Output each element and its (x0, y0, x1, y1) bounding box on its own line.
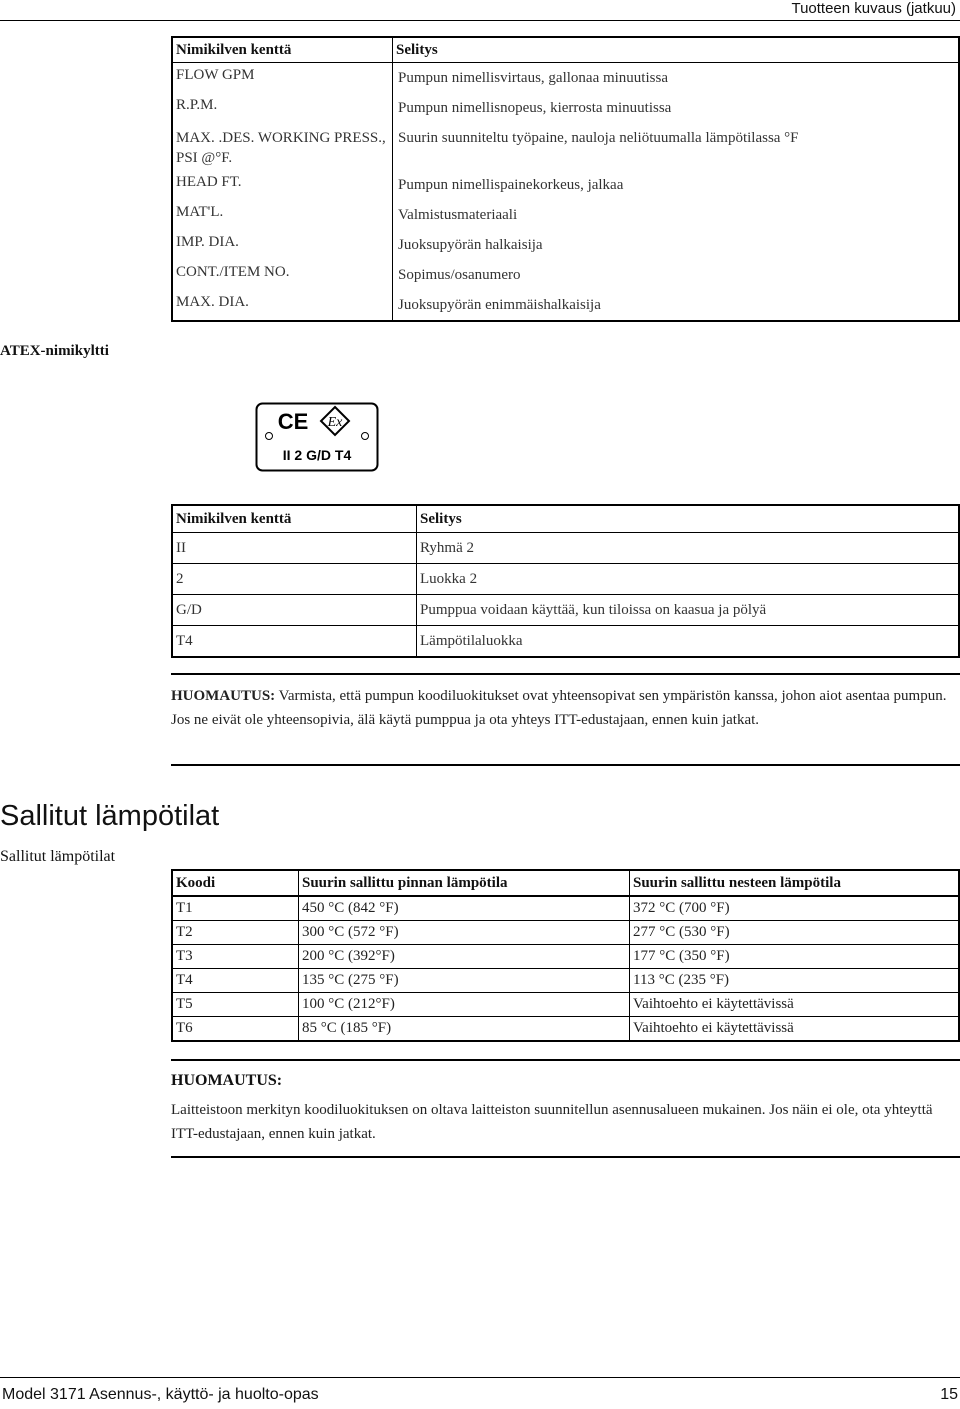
table-row (172, 896, 959, 921)
table-row (172, 1017, 959, 1042)
temp-col-liquid-header: Suurin sallittu nesteen lämpötila (630, 870, 960, 896)
atex-field: II (172, 533, 417, 564)
svg-text:Ex: Ex (327, 415, 343, 430)
table-row (172, 63, 959, 94)
ce-mark-icon: CE (277, 409, 309, 434)
atex-nameplate-image (255, 402, 379, 472)
temp-code: T6 (172, 1017, 299, 1042)
nameplate-desc: Valmistusmateriaali (398, 207, 518, 223)
table-row (172, 626, 959, 658)
atex-note (171, 684, 960, 732)
table-row (172, 170, 959, 200)
temp-liquid: 277 °C (530 °F) (630, 921, 960, 945)
table-row (172, 564, 959, 595)
nameplate-desc: Pumpun nimellisnopeus, kierrosta minuutissa (398, 100, 672, 116)
note-top-rule (171, 673, 960, 675)
table-row (172, 200, 959, 230)
temp-surface: 450 °C (842 °F) (299, 896, 630, 921)
temp-code: T2 (172, 921, 299, 945)
temperature-table (171, 869, 960, 1042)
temp-col-surface-header: Suurin sallittu pinnan lämpötila (299, 870, 630, 896)
table-row (172, 230, 959, 260)
atex-col-field-header: Nimikilven kenttä (172, 505, 417, 533)
note2-top-rule (171, 1059, 960, 1061)
temp-col-code-header: Koodi (172, 870, 299, 896)
atex-desc: Luokka 2 (417, 564, 960, 595)
atex-section-label: ATEX-nimikyltti (0, 343, 109, 359)
nameplate-field: MAT'L. (172, 200, 393, 230)
atex-desc: Lämpötilaluokka (420, 633, 523, 649)
nameplate-field: FLOW GPM (172, 63, 393, 94)
section-side-label: Sallitut lämpötilat (0, 848, 116, 865)
table-row (172, 93, 959, 123)
temp-liquid: Vaihtoehto ei käytettävissä (633, 1020, 794, 1036)
nameplate-field: MAX. DIA. (172, 290, 393, 321)
nameplate-field: IMP. DIA. (172, 230, 393, 260)
nameplate-desc: Pumpun nimellisvirtaus, gallonaa minuutissa (398, 70, 668, 86)
atex-marking-text: II 2 G/D T4 (282, 447, 352, 463)
nameplate-field: HEAD FT. (172, 170, 393, 200)
note-bottom-rule (171, 764, 960, 766)
section-title: Sallitut lämpötilat (0, 800, 220, 832)
nameplate-field: CONT./ITEM NO. (172, 260, 393, 290)
footer-page-number: 15 (940, 1386, 958, 1403)
running-header: Tuotteen kuvaus (jatkuu) (791, 0, 956, 17)
footer-doc-title: Model 3171 Asennus-, käyttö- ja huolto-opas (2, 1386, 319, 1403)
footer-rule (0, 1377, 960, 1378)
table-row (172, 945, 959, 969)
atex-desc: Ryhmä 2 (417, 533, 960, 564)
nameplate-fields-table (171, 36, 960, 322)
nameplate-desc: Suurin suunniteltu työpaine, nauloja neliötuumalla lämpötilassa °F (398, 130, 799, 146)
atex-desc: Pumppua voidaan käyttää, kun tiloissa on kaasua ja pölyä (417, 595, 960, 626)
temp-code: T1 (172, 896, 299, 921)
nameplate-desc: Juoksupyörän halkaisija (398, 237, 543, 253)
temp-liquid: 113 °C (235 °F) (630, 969, 960, 993)
temp-code: T4 (172, 969, 299, 993)
temp-liquid: Vaihtoehto ei käytettävissä (630, 993, 960, 1017)
temp-surface: 200 °C (392°F) (299, 945, 630, 969)
note2-text: Laitteistoon merkityn koodiluokituksen on oltava laitteiston suunnitellun asennusalueen mukainen. Jos näin ei ole, ota yhteyttä ITT-edustajaan, ennen kuin jatkat. (171, 1102, 933, 1142)
temp-surface: 100 °C (212°F) (299, 993, 630, 1017)
note2-label: HUOMAUTUS: (171, 1072, 283, 1089)
table-row (172, 260, 959, 290)
nameplate-desc: Sopimus/osanumero (398, 267, 521, 283)
header-rule (0, 20, 960, 21)
temp-liquid: 177 °C (350 °F) (630, 945, 960, 969)
nameplate-field: MAX. .DES. WORKING PRESS., PSI @°F. (172, 123, 393, 170)
table-row (172, 595, 959, 626)
nameplate-col-field-header: Nimikilven kenttä (172, 37, 393, 63)
atex-col-desc-header: Selitys (417, 505, 960, 533)
nameplate-desc: Juoksupyörän enimmäishalkaisija (398, 297, 601, 313)
nameplate-col-desc-header: Selitys (393, 37, 960, 63)
temp-surface: 135 °C (275 °F) (299, 969, 630, 993)
table-row (172, 993, 959, 1017)
note-label: HUOMAUTUS: (171, 688, 276, 704)
nameplate-desc: Pumpun nimellispainekorkeus, jalkaa (398, 177, 624, 193)
temp-surface: 85 °C (185 °F) (299, 1017, 630, 1042)
table-row (172, 533, 959, 564)
nameplate-field: R.P.M. (172, 93, 393, 123)
temp-code: T5 (172, 993, 299, 1017)
temp-surface: 300 °C (572 °F) (299, 921, 630, 945)
atex-field: G/D (172, 595, 417, 626)
table-row (172, 290, 959, 321)
table-row (172, 123, 959, 170)
table-row (172, 969, 959, 993)
note-text: Varmista, että pumpun koodiluokitukset ovat yhteensopivat sen ympäristön kanssa, johon aiot asentaa pumpun. Jos ne eivät ole yhteensopivia, älä käytä pumppua ja ota yhteys ITT-edustajaan, ennen kuin jatkat. (171, 688, 947, 728)
atex-field: 2 (172, 564, 417, 595)
temp-code: T3 (172, 945, 299, 969)
table-row (172, 921, 959, 945)
atex-field: T4 (172, 626, 417, 658)
note2-bottom-rule (171, 1156, 960, 1158)
atex-fields-table (171, 504, 960, 658)
temp-liquid: 372 °C (700 °F) (630, 896, 960, 921)
